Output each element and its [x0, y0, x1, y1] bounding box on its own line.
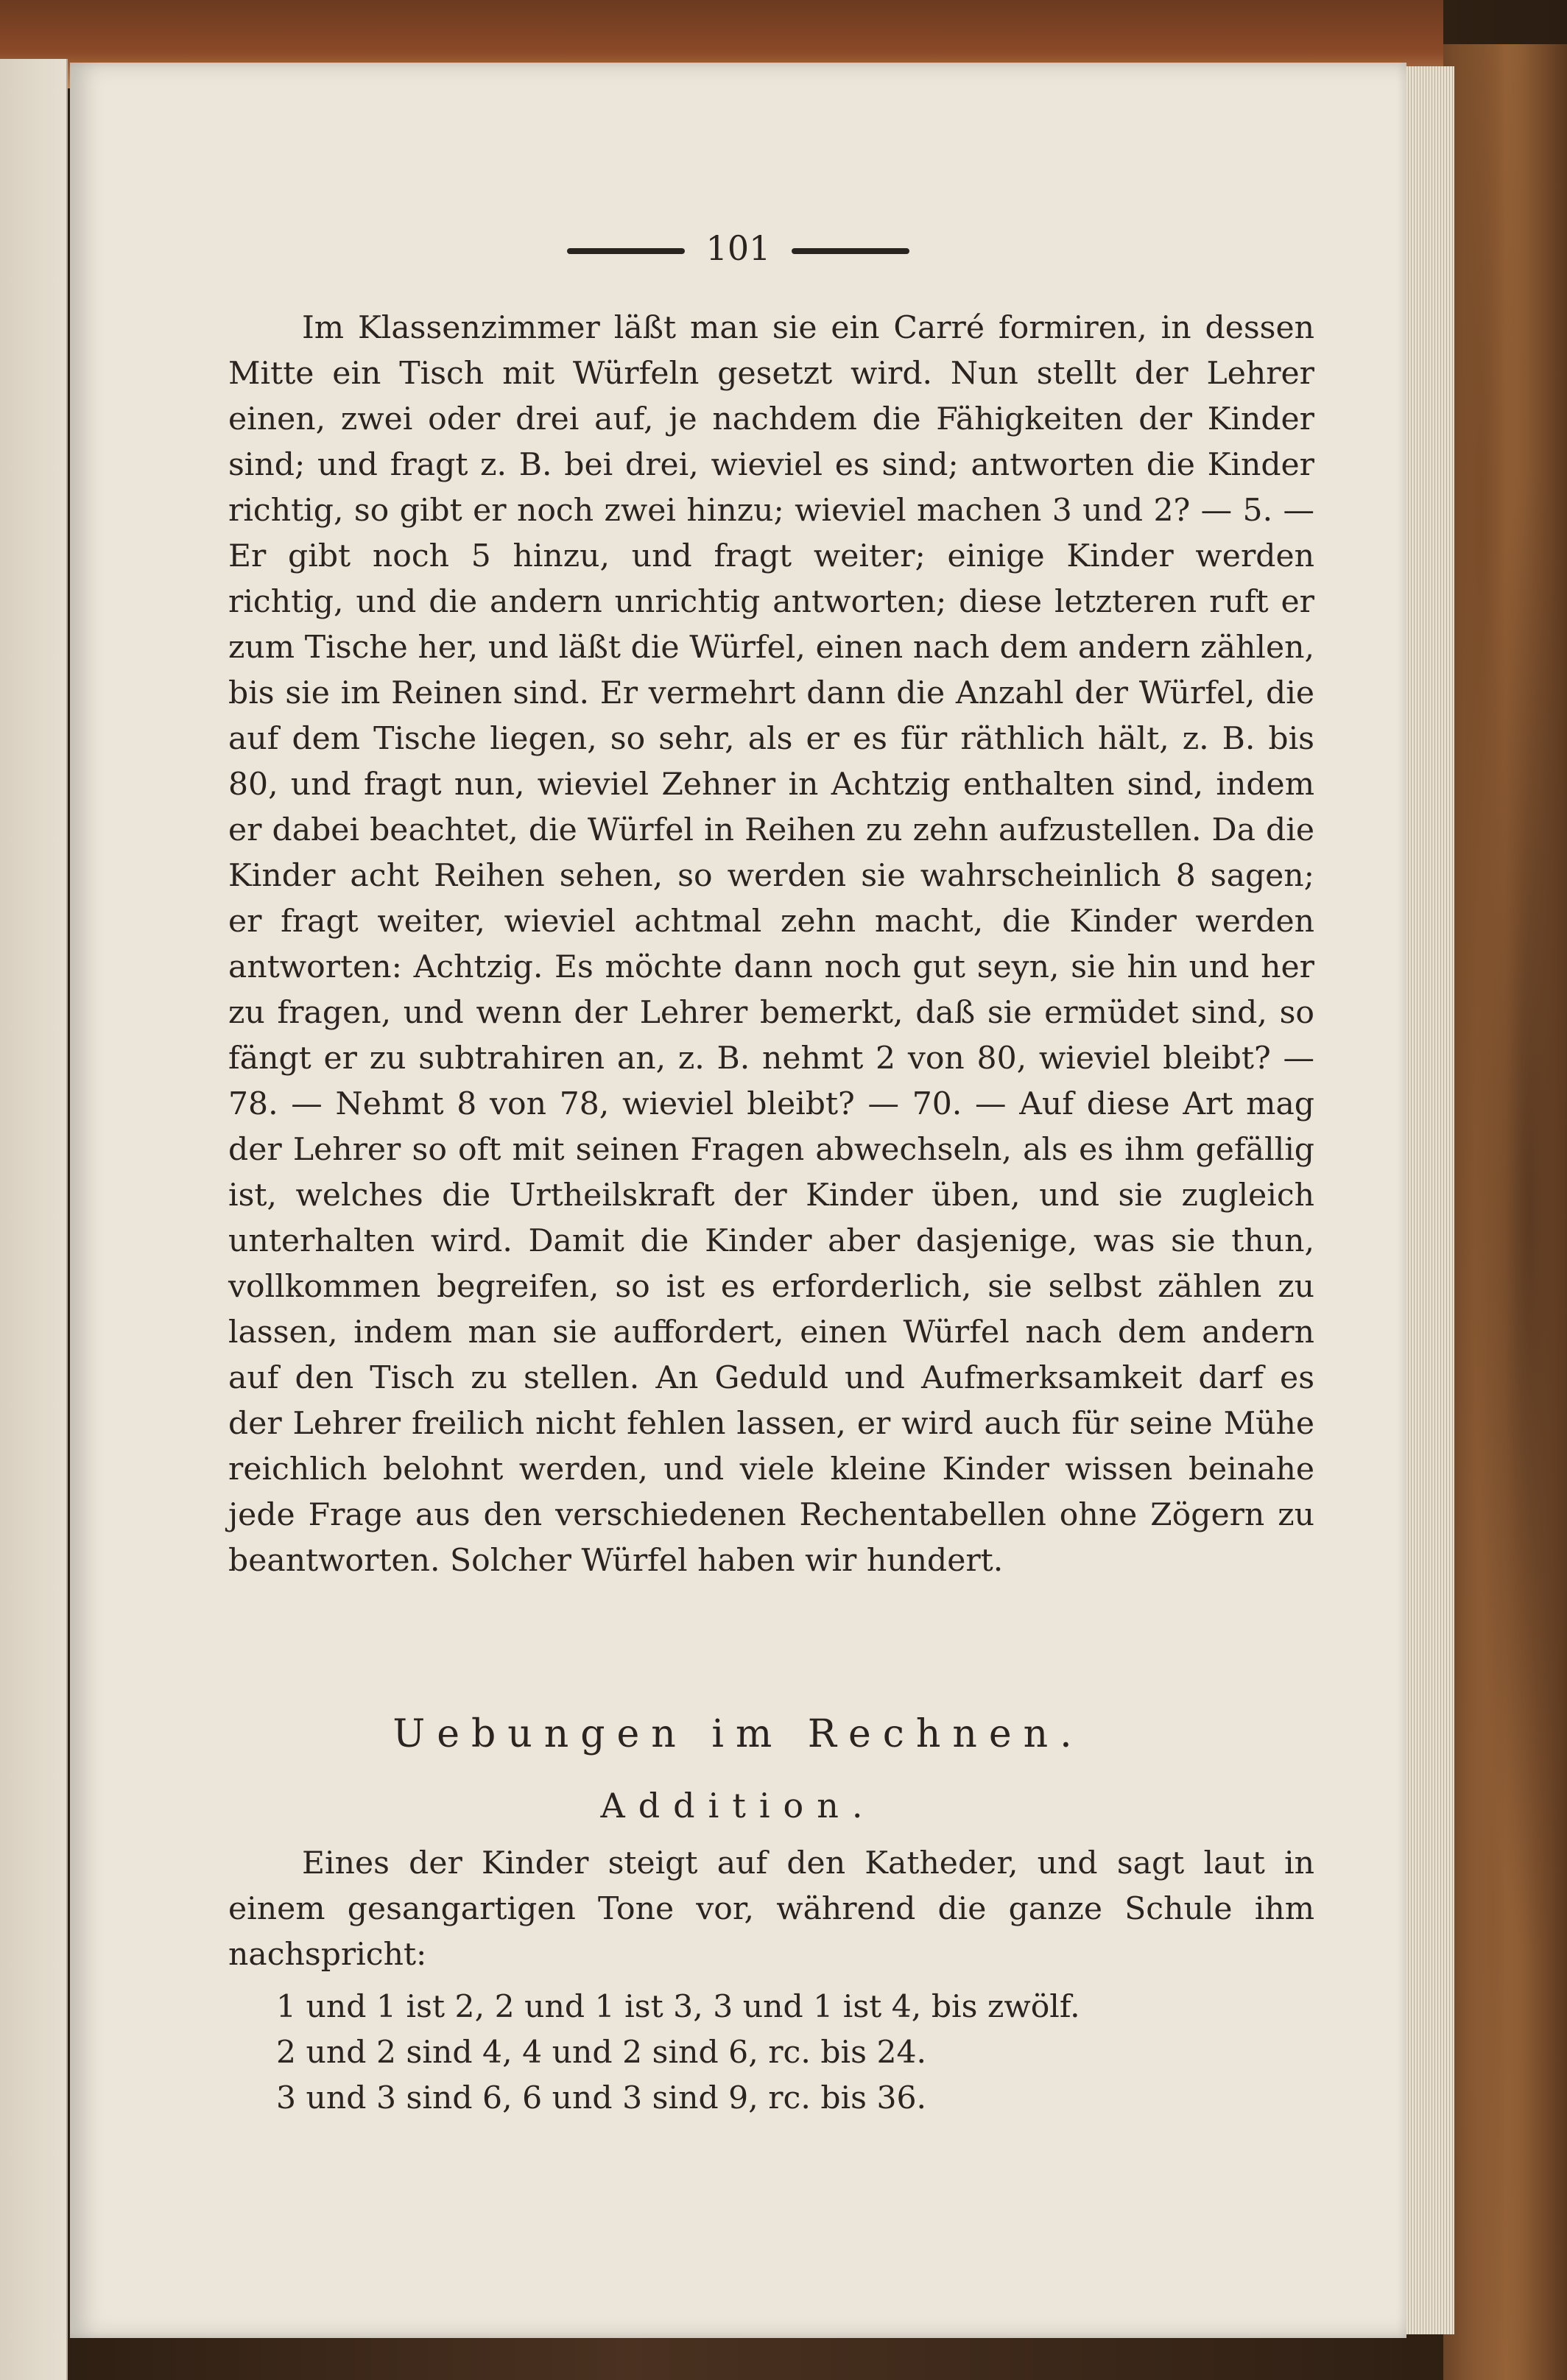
paragraph-katheder: Eines der Kinder steigt auf den Katheder, und sagt laut in einem gesangartigen Tone vor, während die ganze Schule ihm nachspricht:	[228, 1845, 1314, 1973]
main-text	[228, 306, 1314, 1584]
page-stack	[1403, 66, 1454, 2334]
section-text	[228, 1841, 1314, 1978]
paragraph-klassenzimmer: Im Klassenzimmer läßt man sie ein Carré formiren, in dessen Mitte ein Tisch mit Würfeln gesetzt wird. Nun stellt der Lehrer einen, zwei oder drei auf, je nachdem die Fähigkeiten der Kinder sind; und fragt z. B. bei drei, wieviel es sind; antworten die Kinder richtig, so gibt er noch zwei hinzu; wieviel machen 3 und 2? — 5. — Er gibt noch 5 hinzu, und fragt weiter; einige Kinder werden richtig, und die andern unrichtig antworten; diese letzteren ruft er zum Tische her, und läßt die Würfel, einen nach dem andern zählen, bis sie im Reinen sind. Er vermehrt dann die Anzahl der Würfel, die auf dem Tische liegen, so sehr, als er es für räthlich hält, z. B. bis 80, und fragt nun, wieviel Zehner in Achtzig enthalten sind, indem er dabei beachtet, die Würfel in Reihen zu zehn aufzustellen. Da die Kinder acht Reihen sehen, so werden sie wahrscheinlich 8 sagen; er fragt weiter, wieviel achtmal zehn macht, die Kinder werden antworten: Achtzig. Es möchte dann noch gut seyn, sie hin und her zu fragen, und wenn der Lehrer bemerkt, daß sie ermüdet sind, so fängt er zu subtrahiren an, z. B. nehmt 2 von 80, wieviel bleibt? — 78. — Nehmt 8 von 78, wieviel bleibt? — 70. — Auf diese Art mag der Lehrer so oft mit seinen Fragen abwechseln, als es ihm gefällig ist, welches die Urtheilskraft der Kinder üben, und sie zugleich unterhalten wird. Damit die Kinder aber dasjenige, was sie thun, vollkommen begreifen, so ist es erforderlich, sie selbst zählen zu lassen, indem man sie auffordert, einen Würfel nach dem andern auf den Tisch zu stellen. An Geduld und Aufmerksamkeit darf es der Lehrer freilich nicht fehlen lassen, er wird auch für seine Mühe reichlich belohnt werden, und viele kleine Kinder wissen beinahe jede Frage aus den verschiedenen Rechentabellen ohne Zögern zu beantworten. Solcher Würfel haben wir hundert.	[228, 310, 1314, 1579]
addition-rule-1: 1 und 1 ist 2, 2 und 1 ist 3, 3 und 1 ist 4, bis zwölf.	[276, 1989, 1080, 2025]
section-subheading: Addition.	[600, 1786, 876, 1826]
page-header	[70, 228, 1406, 268]
addition-rule-3: 3 und 3 sind 6, 6 und 3 sind 9, rc. bis 36.	[276, 2080, 927, 2116]
section-heading: Uebungen im Rechnen.	[392, 1712, 1084, 1756]
addition-rule-2: 2 und 2 sind 4, 4 und 2 sind 6, rc. bis 24.	[276, 2035, 927, 2071]
marbled-book-edge	[1443, 44, 1567, 2380]
book-page	[70, 63, 1406, 2338]
header-ornament-right	[792, 248, 909, 254]
header-ornament-left	[567, 248, 685, 254]
page-number: 101	[705, 228, 771, 268]
addition-rules	[276, 1985, 1307, 2122]
facing-page-edge	[0, 59, 68, 2380]
